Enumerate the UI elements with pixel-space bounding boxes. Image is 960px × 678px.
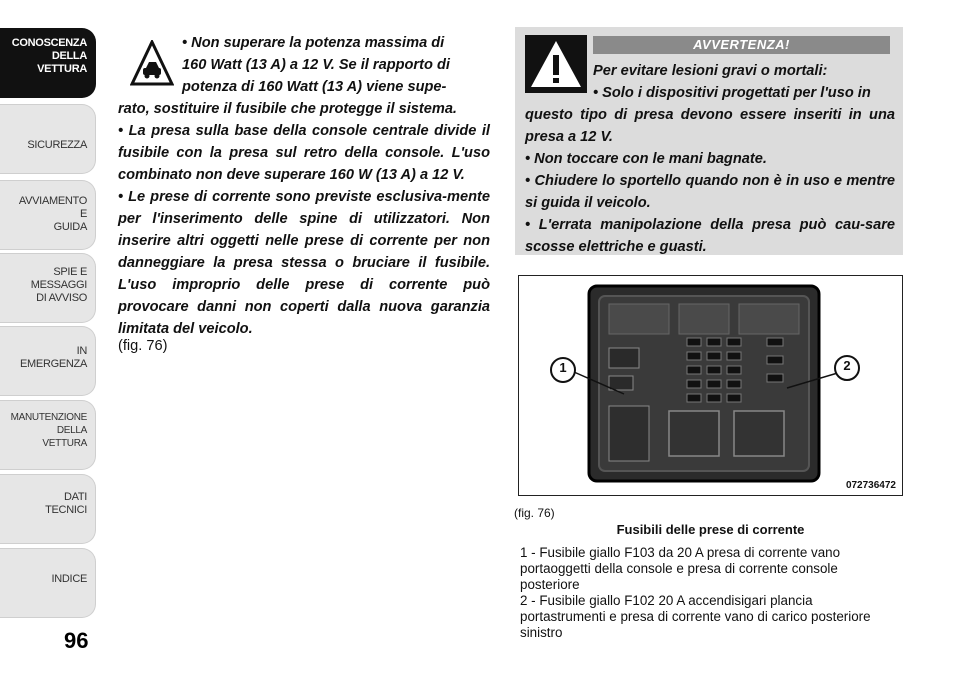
tab-manutenzione[interactable]: MANUTENZIONE DELLA VETTURA [0,400,96,470]
tab-in-emergenza[interactable]: IN EMERGENZA [0,326,96,396]
warning-bullet-1-first: • Solo i dispositivi progettati per l'uso in [593,85,871,101]
page-number: 96 [64,628,89,653]
legend-item-1: 1 - Fusibile giallo F103 da 20 A presa di corrente vano portaoggetti della console e presa di corrente console posteriore [520,545,841,592]
bullet-console-fuse: • La presa sulla base della console centrale divide il fusibile con la presa sul retro della console. L'uso combinato non deve superare 160 W (13 A) a 12 V. [118,123,490,183]
tab-indice[interactable]: INDICE [0,548,96,618]
fuse-box-illustration [519,276,902,495]
warning-box [515,27,903,255]
warning-text [525,60,895,258]
tab-avviamento-e-guida[interactable]: AVVIAMENTO E GUIDA [0,180,96,250]
fuse-box-figure [518,275,903,496]
warning-bullet-4: • L'errata manipolazione della presa può cau-sare scosse elettriche e guasti. [525,217,895,255]
warning-header: AVVERTENZA! [593,36,890,54]
tab-sicurezza[interactable]: SICUREZZA [0,104,96,174]
caution-line-1: • Non superare la potenza massima di [182,35,445,51]
left-column [118,32,490,340]
figure-legend [520,545,900,641]
figure-code: 072736472 [845,480,896,491]
warning-intro: Per evitare lesioni gravi o mortali: [593,63,828,79]
callout-2: 2 [843,358,851,373]
figure-caption-title: Fusibili delle prese di corrente [616,522,805,537]
figure-caption-ref: (fig. 76) [514,506,555,520]
caution-line-3: potenza di 160 Watt (13 A) viene supe- [182,79,447,95]
warning-bullet-1-rest: questo tipo di presa devono essere inseriti in una presa a 12 V. [525,107,895,145]
tab-spie-e-messaggi[interactable]: SPIE E MESSAGGI DI AVVISO [0,253,96,323]
bullet-power-outlets: • Le prese di corrente sono previste esclusiva-mente per l'inserimento delle spine di utilizzatori. Non inserire altri oggetti nelle prese di corrente per non danneggiare la presa stessa o bruciare il fusibile. L'uso improprio delle prese di corrente può provocare danni non coperti dalla nuova garanzia limitata del veicolo. [118,189,490,337]
tab-dati-tecnici[interactable]: DATI TECNICI [0,474,96,544]
caution-line-2: 160 Watt (13 A) a 12 V. Se il rapporto di [182,57,450,73]
tab-conoscenza-della-vettura[interactable]: CONOSCENZA DELLA VETTURA [0,28,96,98]
caution-text-rest: rato, sostituire il fusibile che protegge il sistema. [118,101,457,117]
warning-bullet-3: • Chiudere lo sportello quando non è in uso e mentre si guida il veicolo. [525,173,895,211]
legend-item-2: 2 - Fusibile giallo F102 20 A accendisigari plancia portastrumenti e presa di corrente vano di carico posteriore sinistro [520,593,871,640]
figure-reference: (fig. 76) [118,338,168,354]
warning-bullet-2: • Non toccare con le mani bagnate. [525,151,767,167]
callout-1: 1 [559,360,567,375]
